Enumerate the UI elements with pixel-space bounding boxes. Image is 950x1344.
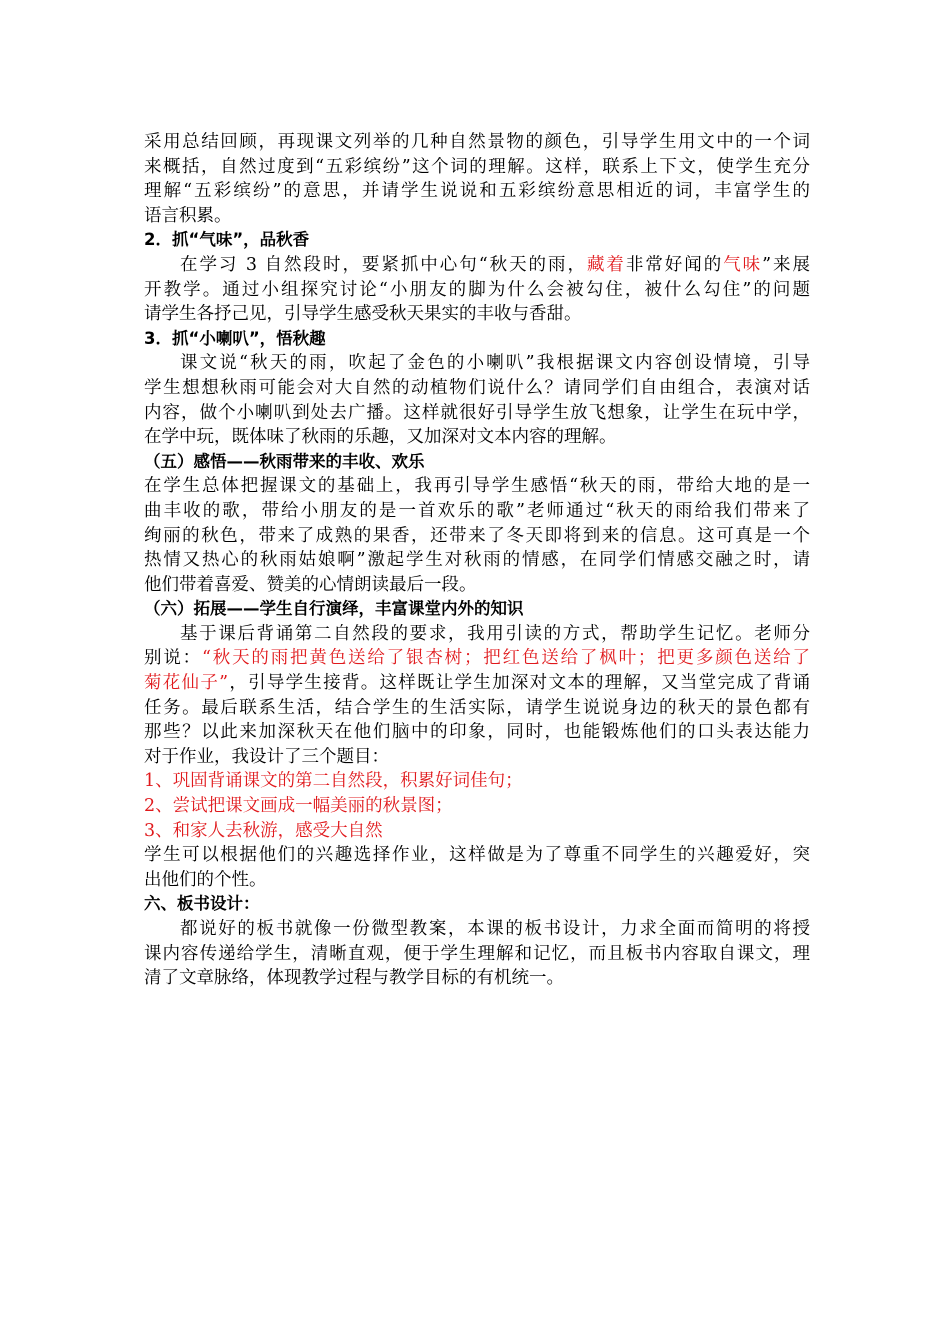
section-heading-board: 六、板书设计：: [144, 894, 260, 914]
text-line: 课文说“秋天的雨，吹起了金色的小喇叭”我根据课文内容创设情境，引导: [180, 353, 810, 374]
text-line: 清了文章脉络，体现教学过程与教学目标的有机统一。: [144, 968, 564, 989]
homework-list: [144, 769, 810, 843]
highlight-text: 气味: [723, 254, 763, 275]
text-line: 请学生各抒己见，引导学生感受秋天果实的丰收与香甜。: [144, 304, 582, 325]
text-line: 采用总结回顾，再现课文列举的几种自然景物的颜色，引导学生用文中的一个词: [144, 132, 810, 152]
text-line: 对于作业，我设计了三个题目：: [144, 746, 389, 767]
highlight-text: “秋天的雨把黄色送给了银杏树；把红色送给了枫叶；把更多颜色送给了: [201, 648, 810, 669]
section-heading-expand: （六）拓展——学生自行演绎，丰富课堂内外的知识: [144, 599, 524, 619]
text-line: 语言积累。: [144, 205, 232, 226]
section-heading-trumpet: 3．抓“小喇叭”，悟秋趣: [144, 328, 326, 348]
highlight-text: 菊花仙子”: [144, 673, 229, 694]
text-line: [144, 646, 810, 671]
text-line: 理解“五彩缤纷”的意思，并请学生说说和五彩缤纷意思相近的词，丰富学生的: [144, 181, 810, 202]
text-fragment: ，引导学生接背。这样既让学生加深对文本的理解，又当堂完成了背诵: [228, 673, 810, 694]
text-line: 在学生总体把握课文的基础上，我再引导学生感悟“秋天的雨，带给大地的是一: [144, 476, 810, 497]
text-line: 学生可以根据他们的兴趣选择作业，这样做是为了尊重不同学生的兴趣爱好，突: [144, 845, 810, 866]
text-line: 任务。最后联系生活，结合学生的生活实际，请学生说说身边的秋天的景色都有: [144, 697, 810, 718]
paragraph-board: [144, 917, 810, 991]
section-heading-feel: （五）感悟——秋雨带来的丰收、欢乐: [144, 451, 425, 471]
text-line: [144, 671, 810, 696]
text-fragment: ”来展: [762, 254, 810, 275]
highlight-text: 藏着: [586, 254, 626, 275]
text-line: 来概括，自然过度到“五彩缤纷”这个词的理解。这样，联系上下文，使学生充分: [144, 156, 810, 177]
text-line: [144, 253, 810, 278]
text-fragment: 非常好闻的: [625, 254, 724, 275]
text-line: 曲丰收的歌，带给小朋友的是一首欢乐的歌”老师通过“秋天的雨给我们带来了: [144, 500, 810, 521]
text-fragment: 别说：: [144, 648, 202, 669]
text-line: 都说好的板书就像一份微型教案，本课的板书设计，力求全面而简明的将授: [180, 919, 810, 939]
paragraph-summary: [144, 130, 810, 228]
text-line: 绚丽的秋色，带来了成熟的果香，还带来了冬天即将到来的信息。这可真是一个: [144, 525, 810, 546]
document-body: [144, 130, 810, 991]
paragraph-expand: [144, 622, 810, 770]
paragraph-feel: [144, 474, 810, 597]
paragraph-homework-note: [144, 843, 810, 892]
homework-item: 1、巩固背诵课文的第二自然段，积累好词佳句；: [144, 771, 523, 792]
text-line: 开教学。通过小组探究讨论“小朋友的脚为什么会被勾住，被什么勾住”的问题: [144, 279, 810, 300]
text-line: 在学中玩，既体味了秋雨的乐趣，又加深对文本内容的理解。: [144, 427, 617, 448]
paragraph-trumpet: [144, 351, 810, 449]
text-line: 出他们的个性。: [144, 869, 267, 890]
text-line: 热情又热心的秋雨姑娘啊”激起学生对秋雨的情感，在同学们情感交融之时，请: [144, 550, 810, 571]
homework-item: 2、尝试把课文画成一幅美丽的秋景图；: [144, 796, 453, 817]
text-line: 他们带着喜爱、赞美的心情朗读最后一段。: [144, 574, 477, 595]
text-line: 那些？以此来加深秋天在他们脑中的印象，同时，也能锻炼他们的口头表达能力: [144, 722, 810, 743]
text-line: 内容，做个小喇叭到处去广播。这样就很好引导学生放飞想象，让学生在玩中学，: [144, 402, 810, 423]
paragraph-smell: [144, 253, 810, 327]
homework-item: 3、和家人去秋游，感受大自然: [144, 820, 383, 841]
text-fragment: 在学习 3 自然段时，要紧抓中心句“秋天的雨，: [180, 254, 587, 275]
section-heading-smell: 2．抓“气味”，品秋香: [144, 230, 310, 250]
text-line: 课内容传递给学生，清晰直观，便于学生理解和记忆，而且板书内容取自课文，理: [144, 943, 810, 964]
text-line: 基于课后背诵第二自然段的要求，我用引读的方式，帮助学生记忆。老师分: [180, 623, 810, 644]
text-line: 学生想想秋雨可能会对大自然的动植物们说什么？请同学们自由组合，表演对话: [144, 377, 810, 398]
